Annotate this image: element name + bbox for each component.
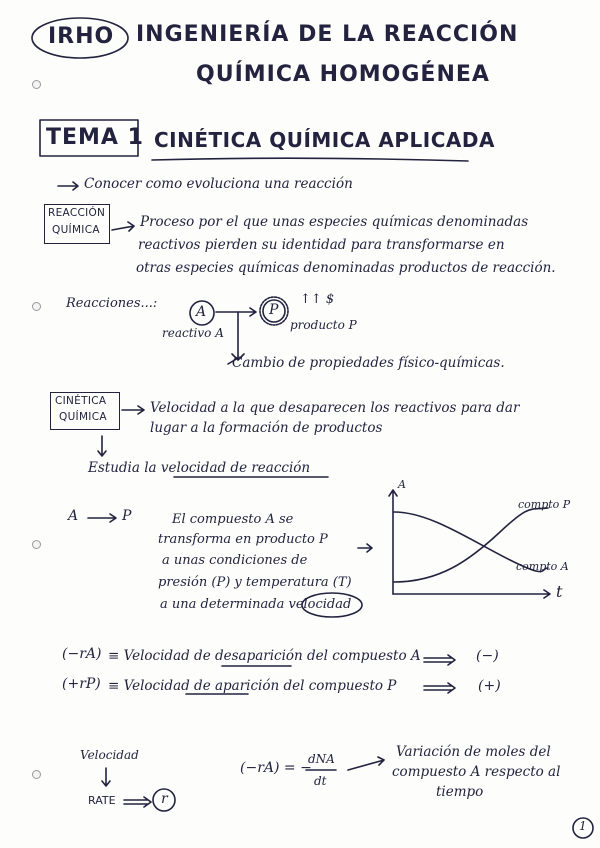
rate-symbol: r <box>161 791 168 807</box>
rate-label: RATE <box>88 794 116 807</box>
reaccion-line-1: Proceso por el que unas especies químicas denominadas <box>140 214 529 230</box>
desc-arrow <box>348 757 384 770</box>
estudia-arrow <box>98 436 106 456</box>
reaccion-arrow <box>112 222 134 231</box>
reaccion-line-2: reactivos pierden su identidad para transformarse en <box>138 237 505 253</box>
tema-title: CINÉTICA QUÍMICA APLICADA <box>154 128 495 152</box>
rp-text: ≡ Velocidad de aparición del compuesto P <box>108 678 397 694</box>
y-axis <box>389 490 397 594</box>
rp-symbol: (+rP) <box>62 676 101 692</box>
example-lhs: A <box>68 508 79 524</box>
sign-arrow-2 <box>424 683 455 693</box>
example-line-5: a una determinada velocidad <box>160 597 352 612</box>
cinetica-line-1: Velocidad a la que desaparecen los reactivos para dar <box>150 400 520 416</box>
reaccion-line-3: otras especies químicas denominadas productos de reacción. <box>136 260 556 276</box>
intro-arrow <box>58 182 78 190</box>
property-symbols: ↑↑ $ <box>300 292 335 307</box>
example-line-1: El compuesto A se <box>172 512 294 527</box>
cinetica-arrow <box>122 406 144 414</box>
desc-line-1: Variación de moles del <box>396 744 551 760</box>
ra-symbol: (−rA) <box>62 646 102 662</box>
reaccion-box-line-2: QUÍMICA <box>52 224 100 236</box>
intro-text: Conocer como evoluciona una reacción <box>84 176 353 192</box>
velocidad-label: Velocidad <box>80 748 139 762</box>
reacciones-label: Reacciones...: <box>66 296 158 311</box>
title-underline <box>152 158 468 161</box>
tema-label: TEMA 1 <box>46 125 144 150</box>
legend-compto-a: compto A <box>516 560 569 573</box>
title-line-2: QUÍMICA HOMOGÉNEA <box>196 62 490 87</box>
a-to-p-arrow <box>216 308 256 316</box>
title-line-1: INGENIERÍA DE LA REACCIÓN <box>136 22 519 47</box>
cambio-text: Cambio de propiedades físico-químicas. <box>232 355 505 371</box>
cinetica-line-2: lugar a la formación de productos <box>150 420 383 436</box>
reactivo-label: reactivo A <box>162 326 224 340</box>
cinetica-box-line-1: CINÉTICA <box>55 395 107 407</box>
rp-sign: (+) <box>478 678 501 694</box>
to-chart-arrow <box>358 544 372 552</box>
node-a: A <box>196 304 207 320</box>
example-line-3: a unas condiciones de <box>162 553 308 568</box>
reaccion-box-line-1: REACCIÓN <box>48 207 106 219</box>
example-line-4: presión (P) y temperatura (T) <box>158 575 352 590</box>
ra-text: ≡ Velocidad de desaparición del compuesto A <box>108 648 421 664</box>
chart-ylabel: A <box>398 478 406 491</box>
example-line-2: transforma en producto P <box>158 532 328 547</box>
formula-denominator: dt <box>314 774 327 788</box>
example-rhs: P <box>122 508 132 524</box>
formula-lhs: (−rA) = − <box>240 760 312 776</box>
node-p: P <box>269 302 279 318</box>
ra-sign: (−) <box>476 648 499 664</box>
legend-compto-p: compto P <box>518 498 571 511</box>
cinetica-box-line-2: QUÍMICA <box>59 411 107 423</box>
page-number: 1 <box>579 819 587 833</box>
formula-numerator: dNA <box>308 752 335 766</box>
producto-label: producto P <box>290 318 357 332</box>
sign-arrow-1 <box>424 655 455 665</box>
rate-arrow <box>124 797 151 807</box>
example-arrow <box>88 514 116 522</box>
velocidad-arrow <box>102 768 110 786</box>
desc-line-3: tiempo <box>436 784 484 800</box>
x-axis <box>393 590 550 598</box>
estudia-text: Estudia la velocidad de reacción <box>88 460 311 476</box>
course-code: IRHO <box>48 24 115 49</box>
chart-xlabel: t <box>556 582 563 601</box>
desc-line-2: compuesto A respecto al <box>392 764 561 780</box>
